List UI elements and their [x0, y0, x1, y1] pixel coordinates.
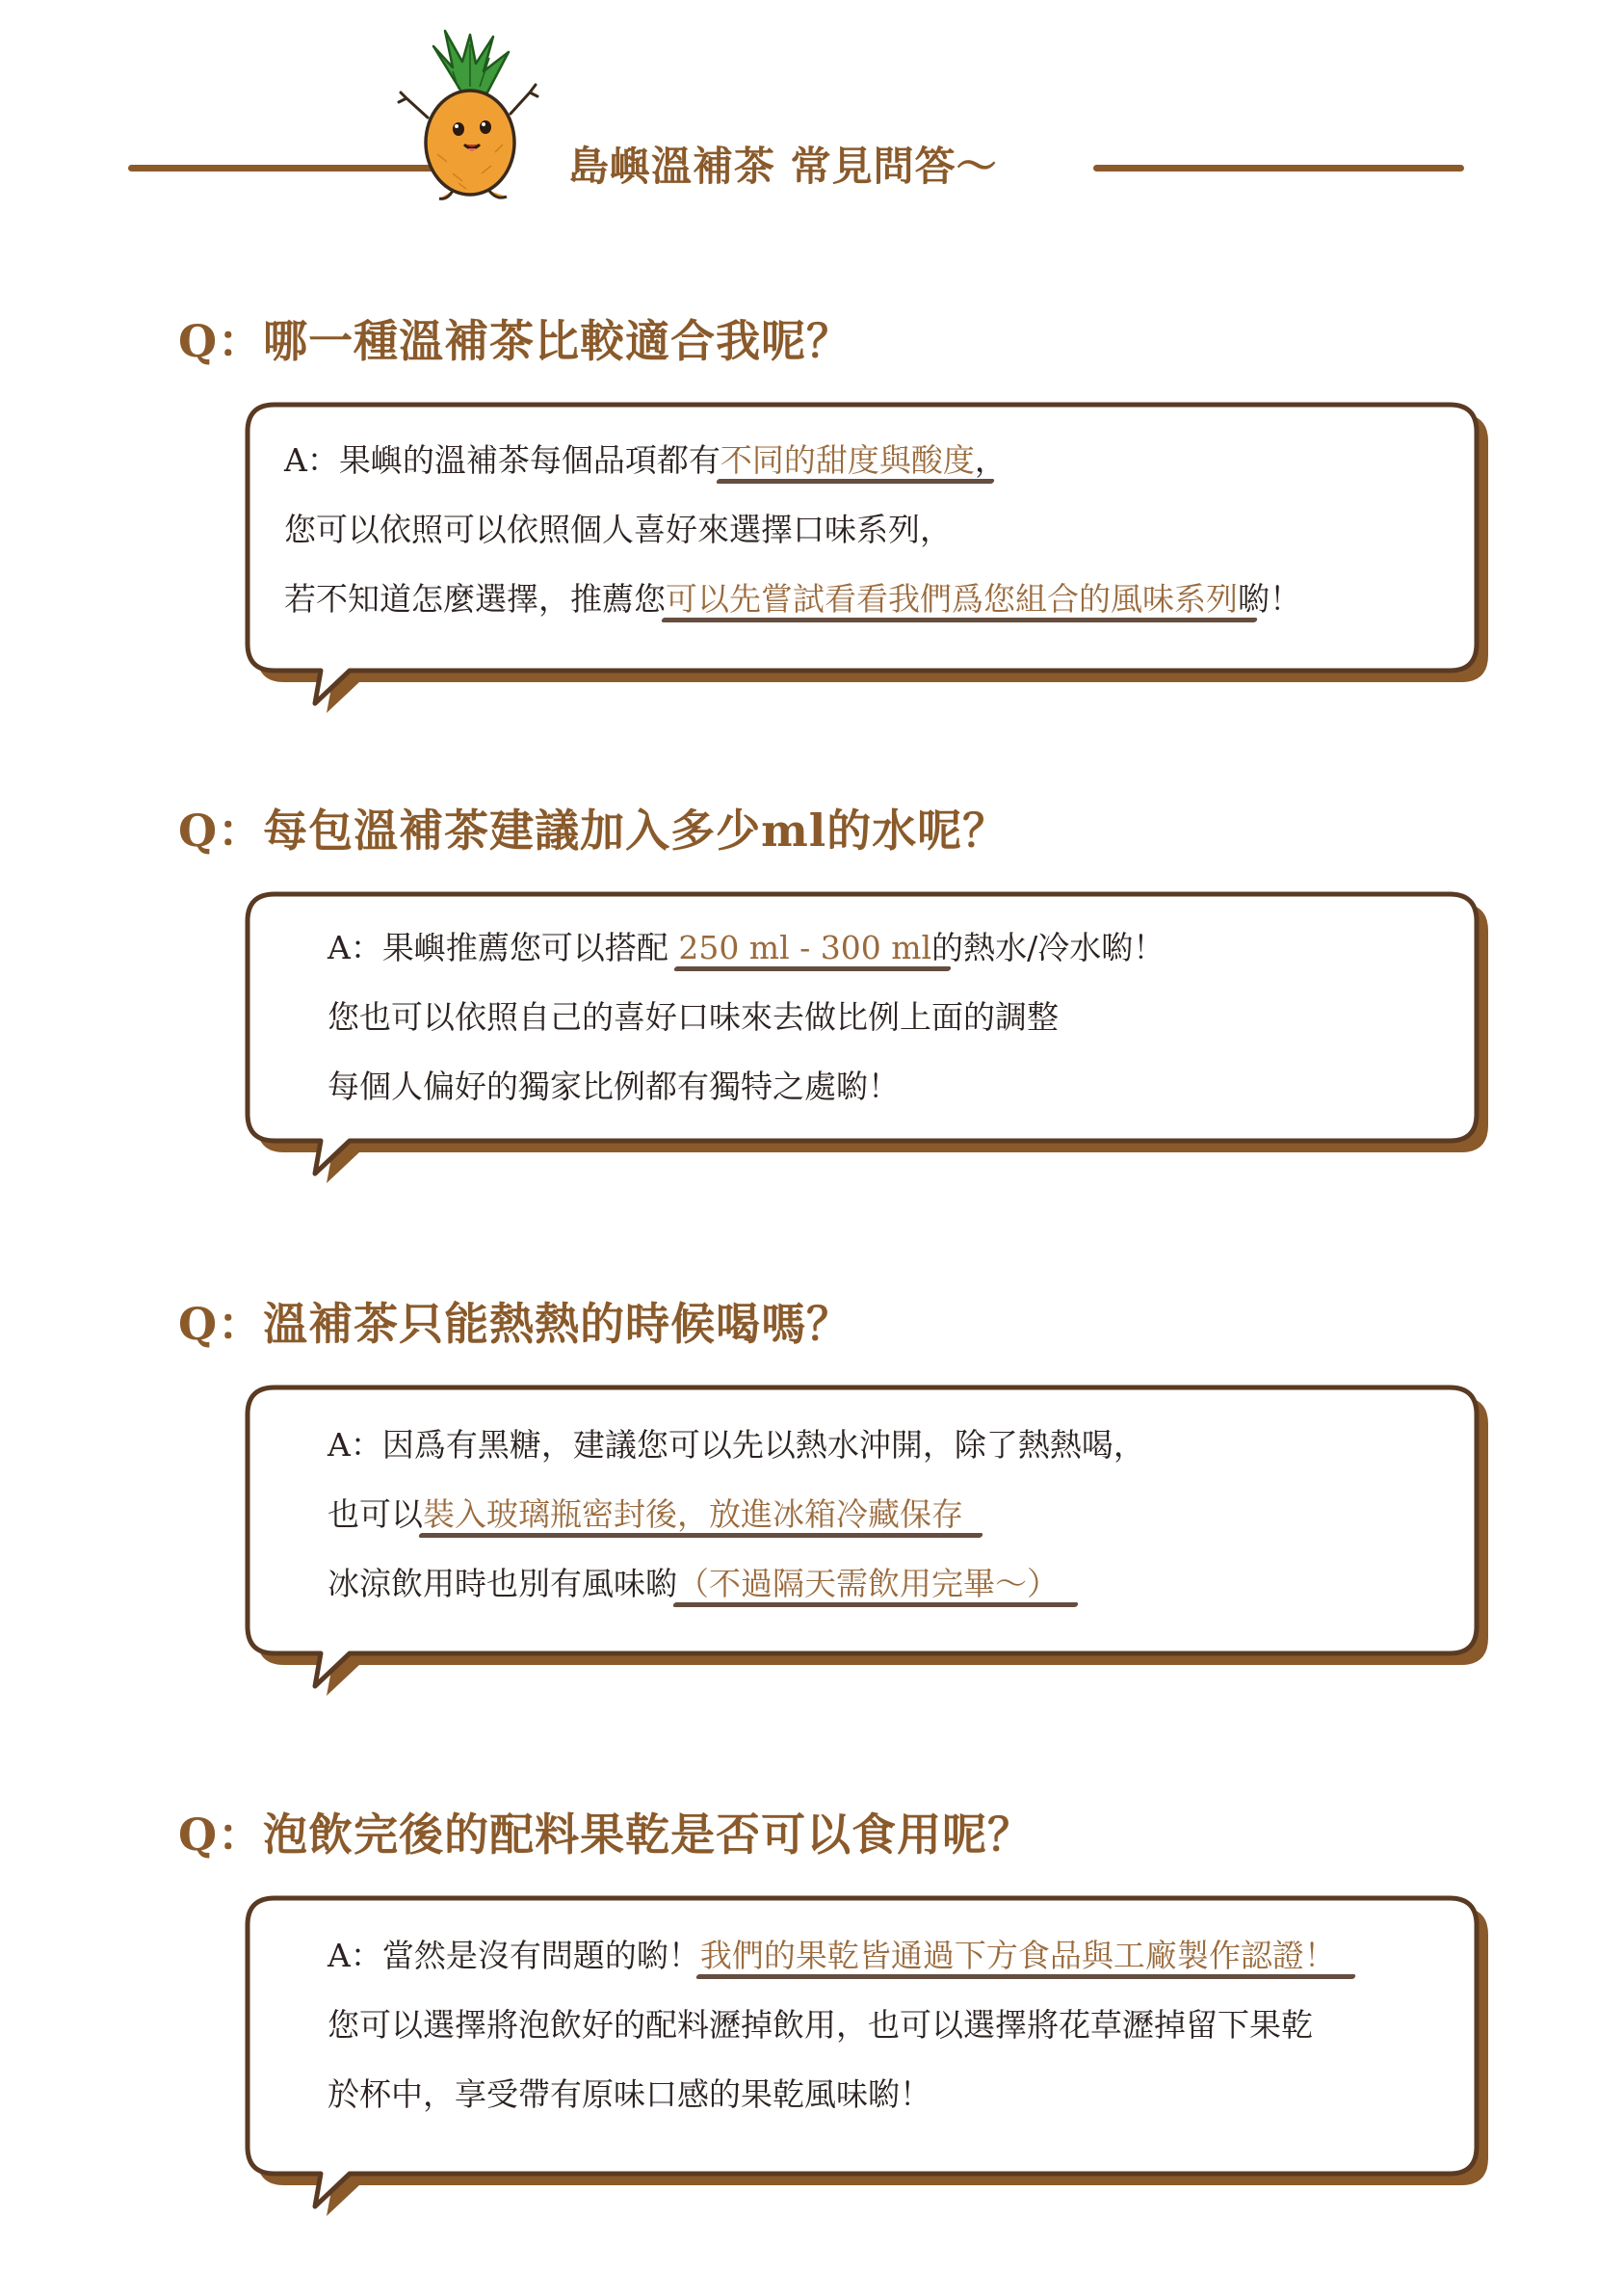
answer-highlight: 250 ml - 300 ml	[678, 913, 931, 983]
answer-line: 也可以裝入玻璃瓶密封後，放進冰箱冷藏保存	[327, 1480, 1145, 1549]
faq-question: Q：溫補茶只能熱熱的時候喝嗎？	[178, 1298, 852, 1350]
answer-line: 您可以選擇將泡飲好的配料瀝掉飲用，也可以選擇將花草瀝掉留下果乾	[327, 2006, 1313, 2044]
answer-line: 您可以依照可以依照個人喜好來選擇口味系列，	[284, 511, 952, 548]
faq-question: Q：泡飲完後的配料果乾是否可以食用呢？	[178, 1809, 1034, 1861]
answer-line: A：果嶼的溫補茶每個品項都有不同的甜度與酸度，	[284, 426, 1301, 495]
answer-line: 若不知道怎麼選擇，推薦您可以先嘗試看看我們爲您組合的風味系列喲！	[284, 565, 1301, 634]
answer-highlight: 我們的果乾皆通過下方食品與工廠製作認證！	[700, 1921, 1336, 1991]
page-title: 島嶼溫補茶 常見問答～	[568, 143, 998, 190]
faq-question: Q：哪一種溫補茶比較適合我呢？	[178, 315, 852, 367]
answer-line: A：因爲有黑糖，建議您可以先以熱水沖開，除了熱熱喝，	[327, 1426, 1145, 1464]
faq-question: Q：每包溫補茶建議加入多少ml的水呢？	[178, 805, 1008, 857]
answer-highlight: 裝入玻璃瓶密封後，放進冰箱冷藏保存	[423, 1480, 963, 1549]
faq-answer	[327, 1411, 1145, 1619]
faq-answer	[327, 1921, 1336, 2129]
answer-line: 冰涼飲用時也別有風味喲（不過隔天需飲用完畢～）	[327, 1549, 1145, 1619]
answer-highlight: 不同的甜度與酸度	[720, 426, 975, 495]
page-header	[0, 0, 1624, 231]
faq-answer	[284, 426, 1301, 634]
header-divider-right	[1093, 165, 1464, 172]
answer-line: 每個人偏好的獨家比例都有獨特之處喲！	[327, 1068, 900, 1105]
answer-highlight: （不過隔天需飲用完畢～）	[677, 1549, 1059, 1619]
answer-line: A：果嶼推薦您可以搭配 250 ml - 300 ml的熱水/冷水喲！	[327, 913, 1165, 983]
answer-line: 於杯中，享受帶有原味口感的果乾風味喲！	[327, 2075, 931, 2113]
answer-highlight: 可以先嘗試看看我們爲您組合的風味系列	[666, 565, 1238, 634]
faq-answer	[327, 913, 1165, 1122]
pineapple-mascot-icon	[395, 29, 539, 202]
answer-line: 您也可以依照自己的喜好口味來去做比例上面的調整	[327, 998, 1059, 1036]
answer-line: A：當然是沒有問題的喲！我們的果乾皆通過下方食品與工廠製作認證！	[327, 1921, 1336, 1991]
